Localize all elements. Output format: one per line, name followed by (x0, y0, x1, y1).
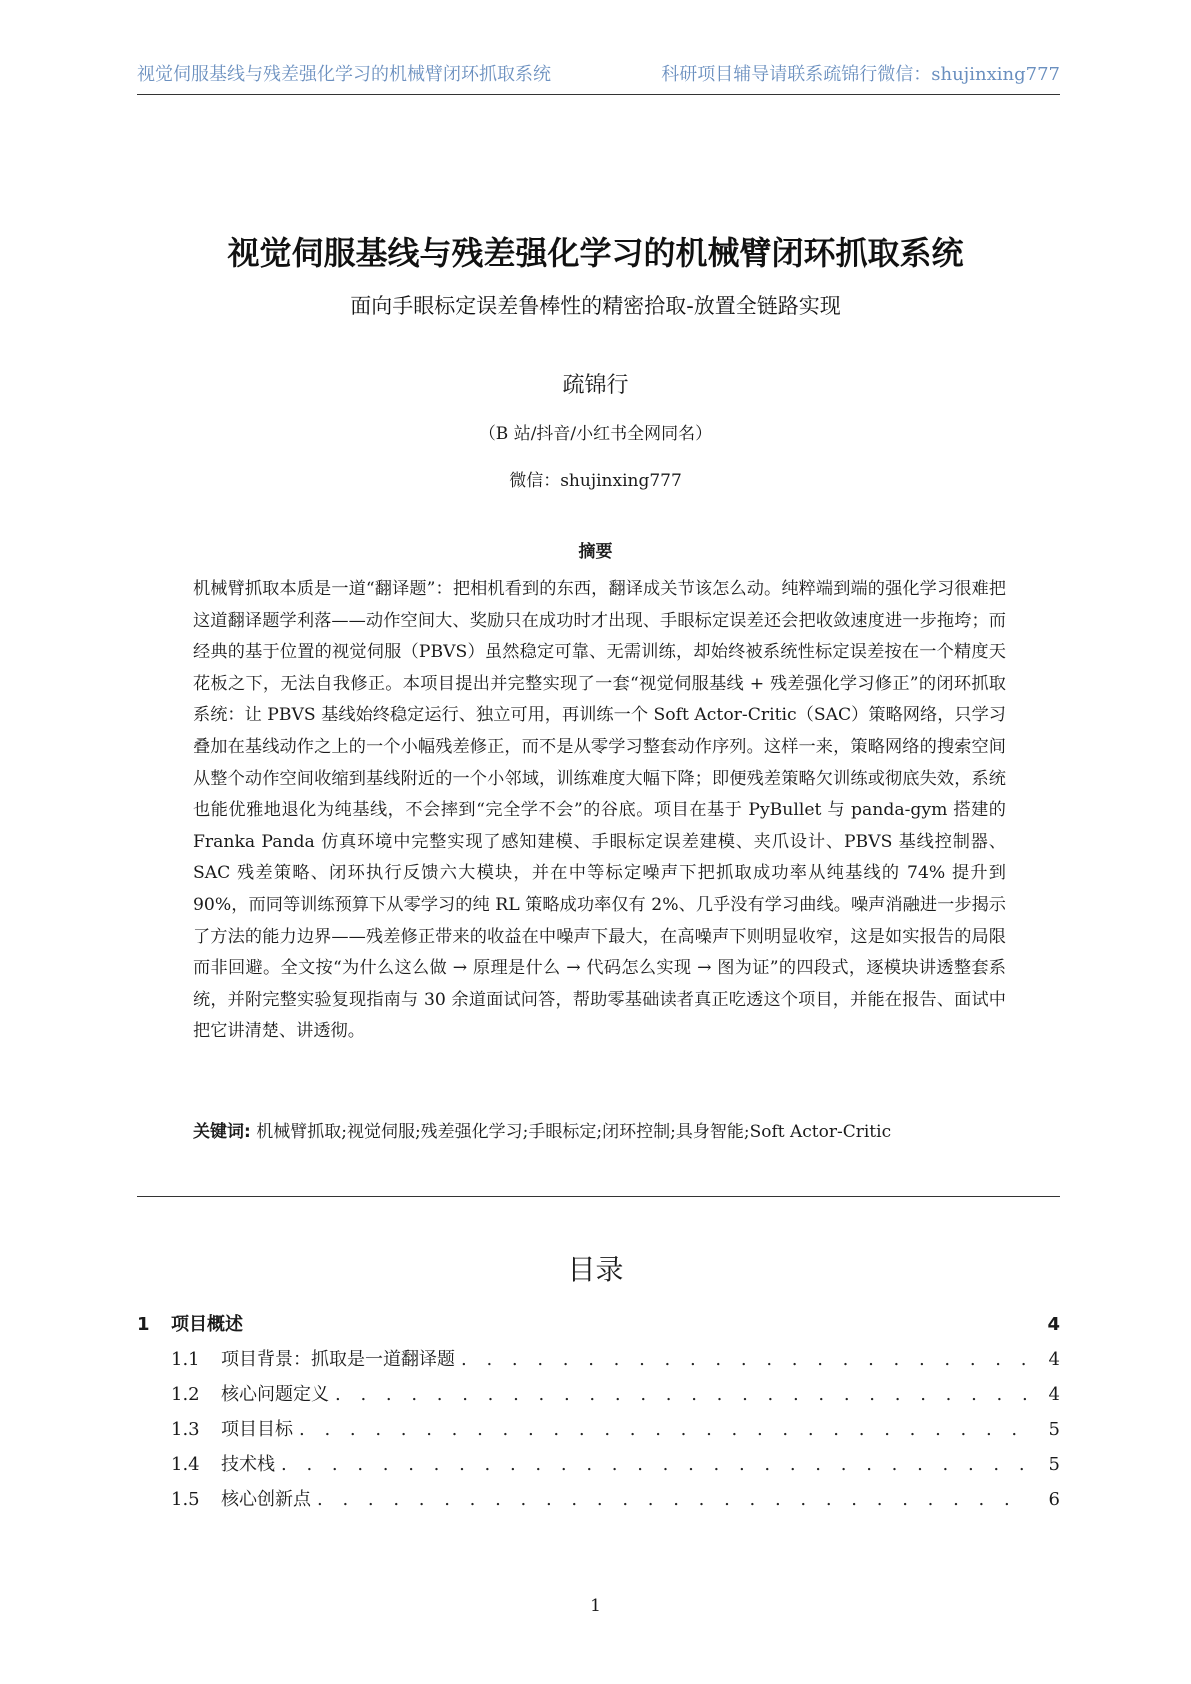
toc-entry-number: 1 (137, 1314, 150, 1335)
toc-entry-label: 项目概述 (171, 1314, 243, 1335)
section-divider (137, 1196, 1060, 1197)
toc-leader (335, 1384, 1030, 1405)
paper-title: 视觉伺服基线与残差强化学习的机械臂闭环抓取系统 (227, 234, 964, 272)
toc-entry-label: 项目背景：抓取是一道翻译题 (221, 1349, 455, 1370)
toc-entry-number: 1.2 (171, 1384, 200, 1405)
toc-entry-number: 1.3 (171, 1419, 200, 1440)
author-wechat: 微信：shujinxing777 (509, 471, 682, 491)
toc-entry-page: 4 (1048, 1349, 1060, 1370)
keywords-label: 关键词: (193, 1122, 251, 1142)
page-number: 1 (590, 1596, 601, 1616)
header-right-contact: 科研项目辅导请联系疏锦行微信：shujinxing777 (661, 64, 1060, 85)
toc-entry-page: 6 (1048, 1489, 1060, 1510)
running-header (137, 60, 1060, 95)
keywords-list: 机械臂抓取;视觉伺服;残差强化学习;手眼标定;闭环控制;具身智能;Soft Actor-Critic (256, 1122, 892, 1142)
author-affiliation: （B 站/抖音/小红书全网同名） (478, 424, 713, 444)
toc-entry-page: 4 (1048, 1384, 1060, 1405)
abstract-body: 机械臂抓取本质是一道“翻译题”：把相机看到的东西，翻译成关节该怎么动。纯粹端到端的强化学习很难把这道翻译题学利落——动作空间大、奖励只在成功时才出现、手眼标定误差还会把收敛速度进一步拖垮；而经典的基于位置的视觉伺服（PBVS）虽然稳定可靠、无需训练，却始终被系统性标定误差按在一个精度天花板之下，无法自我修正。本项目提出并完整实现了一套“视觉伺服基线 + 残差强化学习修正”的闭环抓取系统：让 PBVS 基线始终稳定运行、独立可用，再训练一个 Soft Actor-Critic（SAC）策略网络，只学习叠加在基线动作之上的一个小幅残差修正，而不是从零学习整套动作序列。这样一来，策略网络的搜索空间从整个动作空间收缩到基线附近的一个小邻域，训练难度大幅下降；即便残差策略欠训练或彻底失效，系统也能优雅地退化为纯基线，不会摔到“完全学不会”的谷底。项目在基于 PyBullet 与 panda-gym 搭建的 Franka Panda 仿真环境中完整实现了感知建模、手眼标定误差建模、夹爪设计、PBVS 基线控制器、SAC 残差策略、闭环执行反馈六大模块，并在中等标定噪声下把抓取成功率从纯基线的 74% 提升到 90%，而同等训练预算下从零学习的纯 RL 策略成功率仅有 2%、几乎没有学习曲线。噪声消融进一步揭示了方法的能力边界——残差修正带来的收益在中噪声下最大，在高噪声下则明显收窄，这是如实报告的局限而非回避。全文按“为什么这么做 → 原理是什么 → 代码怎么实现 → 图为证”的四段式，逐模块讲透整套系统，并附完整实验复现指南与 30 余道面试问答，帮助零基础读者真正吃透这个项目，并能在报告、面试中把它讲清楚、讲透彻。 (193, 579, 1006, 1042)
toc-entry-number: 1.1 (171, 1349, 200, 1370)
toc-leader (281, 1454, 1030, 1475)
paper-subtitle: 面向手眼标定误差鲁棒性的精密拾取-放置全链路实现 (350, 294, 841, 318)
toc-entry-number: 1.5 (171, 1489, 200, 1510)
toc-entry-label: 核心创新点 (221, 1489, 311, 1510)
toc-entry-number: 1.4 (171, 1454, 200, 1475)
toc-entry-page: 5 (1048, 1419, 1060, 1440)
toc-entry-label: 技术栈 (221, 1454, 275, 1475)
toc-leader (317, 1489, 1030, 1510)
toc-entry-page: 4 (1047, 1314, 1060, 1335)
abstract-heading: 摘要 (578, 542, 613, 562)
toc-entry-page: 5 (1048, 1454, 1060, 1475)
toc-entry-1-5[interactable] (137, 1485, 1060, 1520)
author-name: 疏锦行 (562, 373, 629, 398)
table-of-contents (137, 1310, 1060, 1520)
toc-entry-section-1[interactable] (137, 1310, 1060, 1345)
toc-heading: 目录 (567, 1253, 624, 1286)
toc-entry-1-2[interactable] (137, 1380, 1060, 1415)
toc-entry-1-3[interactable] (137, 1415, 1060, 1450)
title-block (0, 228, 1191, 491)
keywords-line (193, 1117, 1006, 1142)
toc-entry-label: 项目目标 (221, 1419, 293, 1440)
toc-leader (461, 1349, 1030, 1370)
toc-entry-label: 核心问题定义 (221, 1384, 329, 1405)
header-left-title: 视觉伺服基线与残差强化学习的机械臂闭环抓取系统 (137, 64, 551, 85)
toc-leader (299, 1419, 1030, 1440)
toc-entry-1-4[interactable] (137, 1450, 1060, 1485)
toc-entry-1-1[interactable] (137, 1345, 1060, 1380)
